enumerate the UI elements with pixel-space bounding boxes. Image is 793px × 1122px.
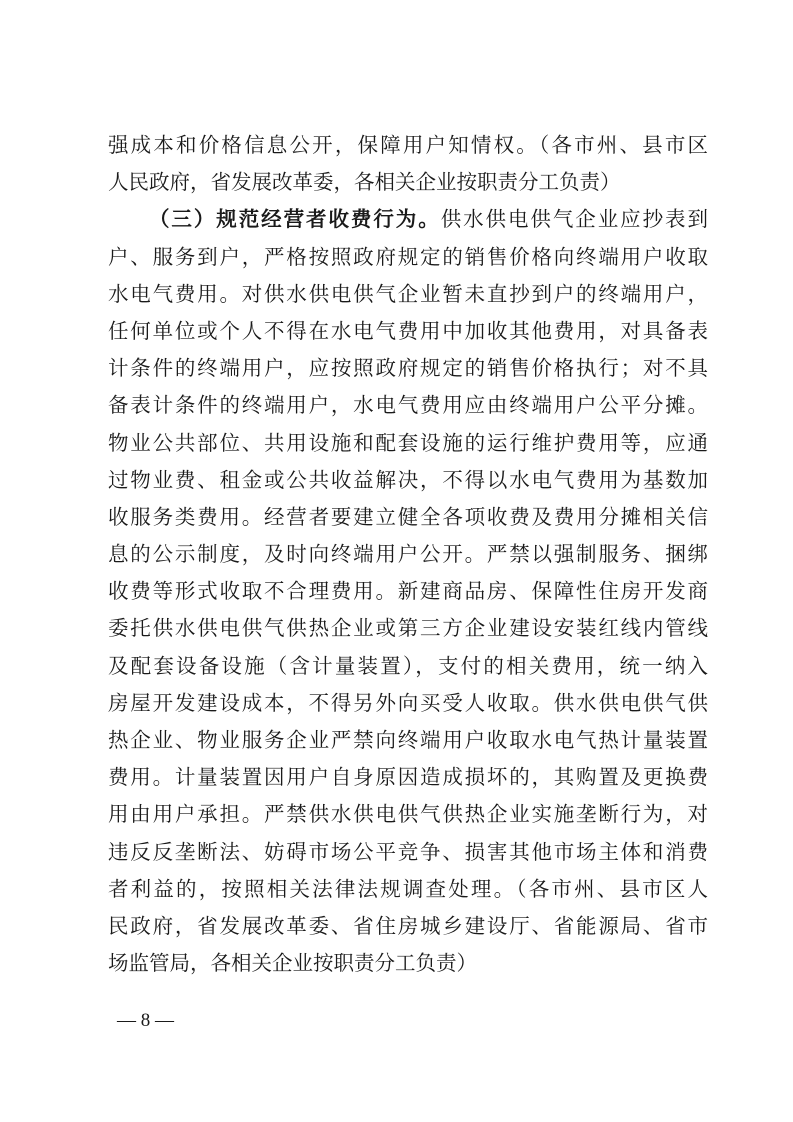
section-heading: （三）规范经营者收费行为。 <box>149 207 441 232</box>
document-body <box>108 127 708 982</box>
text-line: 过物业费、租金或公共收益解决，不得以水电气费用为基数加 <box>108 467 708 492</box>
text-line: 者利益的，按照相关法律法规调查处理。（各市州、县市区人 <box>108 876 708 901</box>
text-line: 热企业、物业服务企业严禁向终端用户收取水电气热计量装置 <box>108 728 708 752</box>
text-line: 计条件的终端用户，应按照政府规定的销售价格执行；对不具 <box>108 356 708 381</box>
text-line: 及配套设备设施（含计量装置），支付的相关费用，统一纳入 <box>108 653 708 678</box>
text-line: 民政府，省发展改革委、省住房城乡建设厅、省能源局、省市 <box>108 913 708 938</box>
text-line: 水电气费用。对供水供电供气企业暂未直抄到户的终端用户， <box>108 281 708 306</box>
text-line: 任何单位或个人不得在水电气费用中加收其他费用，对具备表 <box>108 318 708 343</box>
text-line: 户、服务到户，严格按照政府规定的销售价格向终端用户收取 <box>108 244 708 269</box>
text-line: 委托供水供电供气供热企业或第三方企业建设安装红线内管线 <box>108 616 708 641</box>
text-line: 收费等形式收取不合理费用。新建商品房、保障性住房开发商 <box>108 579 708 604</box>
text-line: 息的公示制度，及时向终端用户公开。严禁以强制服务、捆绑 <box>108 542 708 567</box>
text-line: 收服务类费用。经营者要建立健全各项收费及费用分摊相关信 <box>108 504 708 529</box>
text-line: 供水供电供气企业应抄表到 <box>440 207 708 232</box>
text-line: 费用。计量装置因用户自身原因造成损坏的，其购置及更换费 <box>108 765 708 790</box>
text-line: 备表计条件的终端用户，水电气费用应由终端用户公平分摊。 <box>108 393 708 418</box>
text-line: 场监管局，各相关企业按职责分工负责） <box>108 951 477 976</box>
page-number: — 8 — <box>117 1010 174 1031</box>
text-line: 违反反垄断法、妨碍市场公平竞争、损害其他市场主体和消费 <box>108 839 708 864</box>
text-line: 房屋开发建设成本，不得另外向买受人收取。供水供电供气供 <box>108 690 708 715</box>
section-paragraph-start <box>108 201 708 238</box>
text-line: 用由用户承担。严禁供水供电供气供热企业实施垄断行为，对 <box>108 802 708 827</box>
text-line: 物业公共部位、共用设施和配套设施的运行维护费用等，应通 <box>108 430 708 455</box>
text-line: 人民政府，省发展改革委，各相关企业按职责分工负责） <box>108 170 621 195</box>
text-line: 强成本和价格信息公开，保障用户知情权。（各市州、县市区 <box>108 133 708 157</box>
